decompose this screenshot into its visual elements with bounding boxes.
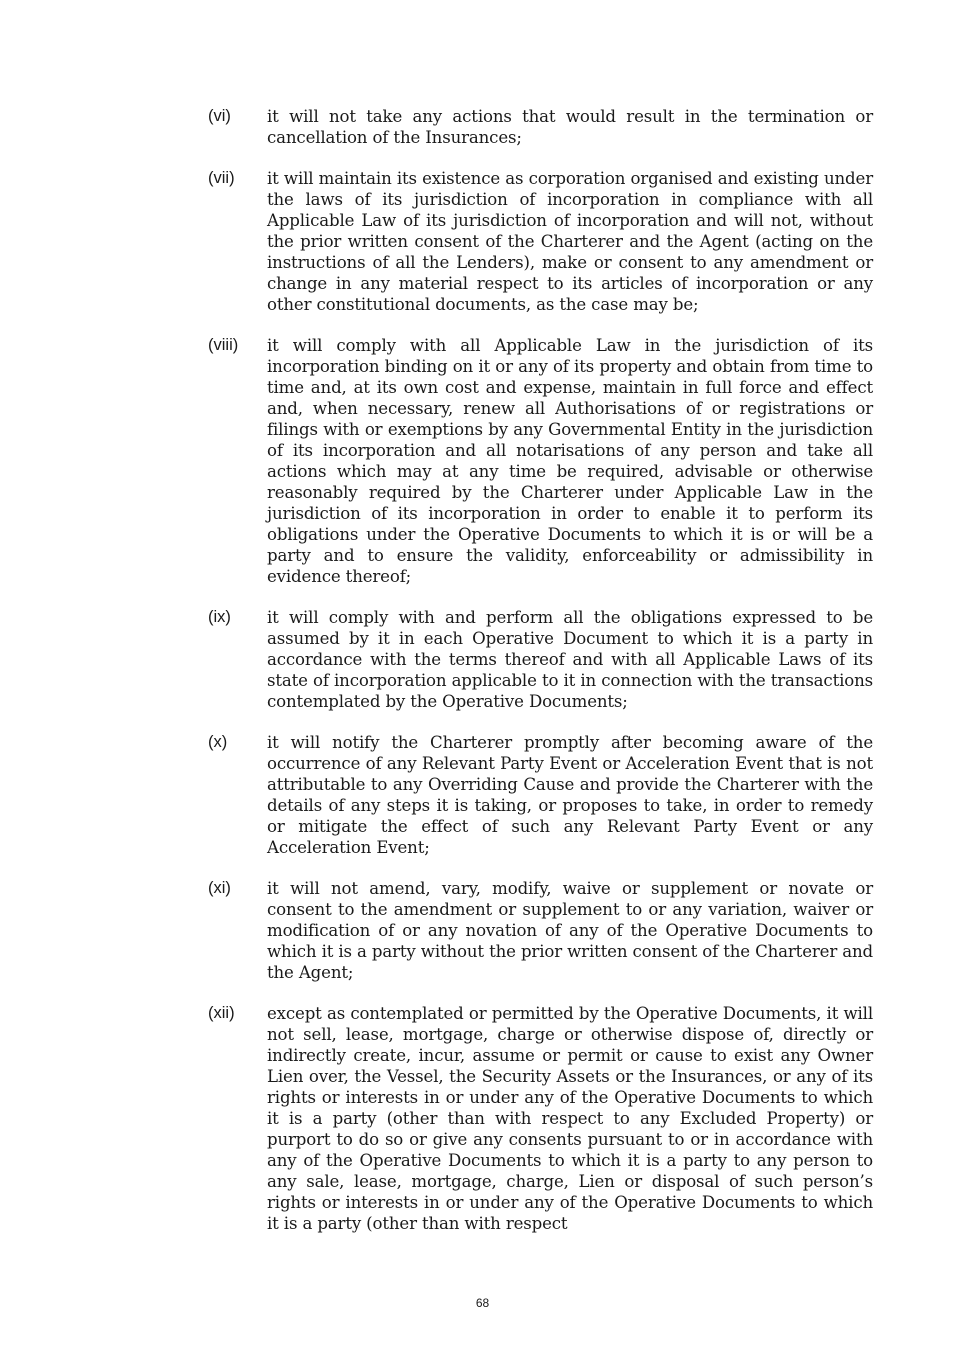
clause-text: it will notify the Charterer promptly after becoming aware of the occurrence of any Relevant Party Event or Acceleration Event that is not attributable to any Overriding Cause and provide the Charterer with the details of any steps it is taking, or proposes to take, in order to remedy or mitigate the effect of such any Relevant Party Event or any Acceleration Event;	[267, 733, 873, 857]
clause-xii	[208, 1003, 873, 1234]
clause-text: it will comply with all Applicable Law in the jurisdiction of its incorporation binding on it or any of its property and obtain from time to time and, at its own cost and expense, maintain in full force and effect and, when necessary, renew all Authorisations of or registrations or filings with or exemptions by any Governmental Entity in the jurisdiction of its incorporation and all notarisations of any person and take all actions which may at any time be required, advisable or otherwise reasonably required by the Charterer under Applicable Law in the jurisdiction of its incorporation in order to enable it to perform its obligations under the Operative Documents to which it is or will be a party and to ensure the validity, enforceability or admissibility in evidence thereof;	[267, 336, 873, 586]
clause-viii	[208, 335, 873, 587]
clause-number: (vi)	[208, 107, 231, 125]
clause-number: (ix)	[208, 608, 231, 626]
clause-vi	[208, 106, 873, 148]
clause-number: (viii)	[208, 336, 239, 354]
page-number: 68	[475, 1296, 490, 1310]
clause-number: (xii)	[208, 1004, 235, 1022]
clause-list	[208, 106, 873, 1254]
clause-vii	[208, 168, 873, 315]
clause-number: (xi)	[208, 879, 231, 897]
clause-text: it will maintain its existence as corporation organised and existing under the laws of its jurisdiction of incorporation in compliance with all Applicable Law of its jurisdiction of incorporation and will not, without the prior written consent of the Charterer and the Agent (acting on the instructions of all the Lenders), make or consent to any amendment or change in any material respect to its articles of incorporation or any other constitutional documents, as the case may be;	[267, 169, 873, 314]
clause-text: it will not amend, vary, modify, waive or supplement or novate or consent to the amendment or supplement to or any variation, waiver or modification of or any novation of any of the Operative Documents to which it is a party without the prior written consent of the Charterer and the Agent;	[267, 879, 873, 982]
clause-ix	[208, 607, 873, 712]
clause-text: it will comply with and perform all the obligations expressed to be assumed by it in each Operative Document to which it is a party in accordance with the terms thereof and with all Applicable Laws of its state of incorporation applicable to it in connection with the transactions contemplated by the Operative Documents;	[267, 608, 873, 711]
clause-number: (x)	[208, 733, 228, 751]
clause-number: (vii)	[208, 169, 235, 187]
clause-text: it will not take any actions that would result in the termination or cancellation of the Insurances;	[267, 107, 873, 147]
clause-xi	[208, 878, 873, 983]
clause-x	[208, 732, 873, 858]
clause-text: except as contemplated or permitted by the Operative Documents, it will not sell, lease, mortgage, charge or otherwise dispose of, directly or indirectly create, incur, assume or permit or cause to exist any Owner Lien over, the Vessel, the Security Assets or the Insurances, or any of its rights or interests in or under any of the Operative Documents to which it is a party (other than with respect to any Excluded Property) or purport to do so or give any consents pursuant to or in accordance with any of the Operative Documents to which it is a party to any person to any sale, lease, mortgage, charge, Lien or disposal of such person’s rights or interests in or under any of the Operative Documents to which it is a party (other than with respect	[267, 1004, 873, 1233]
